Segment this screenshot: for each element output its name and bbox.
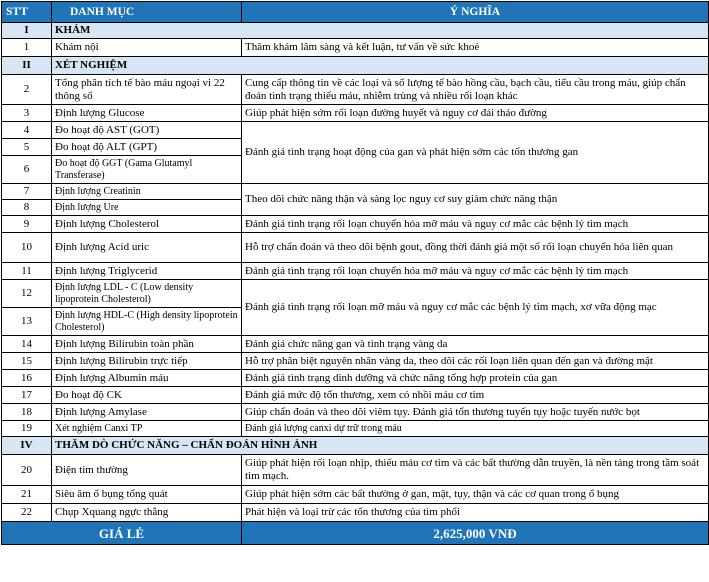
row-stt: 19 [2, 421, 52, 437]
row-stt: 7 [2, 184, 52, 200]
row-meaning: Giúp phát hiện sớm các bất thường ở gan, mật, tụy, thận và các cơ quan trong ổ bụng [242, 486, 709, 504]
row-name: Siêu âm ổ bụng tổng quát [52, 486, 242, 504]
section-number: II [2, 57, 52, 75]
row-meaning: Đánh giá tình trạng hoạt động của gan và phát hiện sớm các tổn thương gan [242, 122, 709, 184]
row-meaning: Giúp phát hiện sớm rối loạn đường huyết và nguy cơ đái tháo đường [242, 105, 709, 122]
table-row [2, 370, 709, 387]
row-name: Định lượng Triglycerid [52, 263, 242, 280]
row-name: Định lượng Creatinin [52, 184, 242, 200]
header-stt: STT [2, 2, 52, 23]
row-meaning: Đánh giá tình trạng rối loạn chuyển hóa mỡ máu và nguy cơ mắc các bệnh lý tim mạch [242, 263, 709, 280]
row-meaning: Đánh giá lượng canxi dự trữ trong máu [242, 421, 709, 437]
header-meaning: Ý NGHĨA [242, 2, 709, 23]
row-stt: 2 [2, 75, 52, 105]
row-name: Đo hoạt độ AST (GOT) [52, 122, 242, 139]
row-name: Điện tim thường [52, 455, 242, 486]
row-meaning: Giúp phát hiện rối loạn nhịp, thiếu máu cơ tim và các bất thường dẫn truyền, là nền tảng trong tầm soát tim mạch. [242, 455, 709, 486]
row-stt: 13 [2, 308, 52, 336]
row-meaning: Hỗ trợ phân biệt nguyên nhân vàng da, theo dõi các rối loạn liên quan đến gan và đường mật [242, 353, 709, 370]
table-row [2, 263, 709, 280]
row-name: Đo hoạt độ CK [52, 387, 242, 404]
row-stt: 14 [2, 336, 52, 353]
row-name: Định lượng Cholesterol [52, 216, 242, 233]
price-list-table [1, 1, 709, 545]
row-meaning: Giúp chẩn đoán và theo dõi viêm tụy. Đánh giá tổn thương tuyến tụy hoặc tuyến nước bọt [242, 404, 709, 421]
section-title: KHÁM [52, 23, 709, 39]
row-stt: 5 [2, 139, 52, 156]
table-row [2, 105, 709, 122]
row-name: Đo hoạt độ ALT (GPT) [52, 139, 242, 156]
row-stt: 12 [2, 280, 52, 308]
row-meaning: Đánh giá tình trạng rối loạn chuyển hóa mỡ máu và nguy cơ mắc các bệnh lý tim mạch [242, 216, 709, 233]
section-title: XÉT NGHIỆM [52, 57, 709, 75]
row-meaning: Đánh giá chức năng gan và tình trạng vàng da [242, 336, 709, 353]
section-row-xet-nghiem [2, 57, 709, 75]
row-name: Định lượng Ure [52, 200, 242, 216]
row-name: Chụp Xquang ngực thẳng [52, 504, 242, 522]
table-row [2, 233, 709, 263]
section-row-tham-do [2, 437, 709, 455]
row-stt: 6 [2, 156, 52, 184]
table-row [2, 336, 709, 353]
table-row [2, 421, 709, 437]
row-stt: 11 [2, 263, 52, 280]
row-meaning: Thăm khám lâm sàng và kết luận, tư vấn về sức khoẻ [242, 39, 709, 57]
row-meaning: Phát hiện và loại trừ các tổn thương của tim phổi [242, 504, 709, 522]
table-row [2, 216, 709, 233]
row-stt: 21 [2, 486, 52, 504]
row-stt: 4 [2, 122, 52, 139]
row-stt: 10 [2, 233, 52, 263]
row-name: Định lượng Amylase [52, 404, 242, 421]
row-meaning: Đánh giá tình trạng rối loạn mỡ máu và nguy cơ mắc các bệnh lý tim mạch, xơ vữa động mạc [242, 280, 709, 336]
table-header-row [2, 2, 709, 23]
header-category: DANH MỤC [52, 2, 242, 23]
row-name: Định lượng Albumin máu [52, 370, 242, 387]
row-stt: 8 [2, 200, 52, 216]
row-stt: 9 [2, 216, 52, 233]
table-row [2, 387, 709, 404]
row-meaning: Cung cấp thông tin về các loại và số lượng tế bào hồng cầu, bạch cầu, tiểu cầu trong máu, giúp chẩn đoán tình trạng thiếu máu, nhiễm trùng và nhiều rối loạn khác [242, 75, 709, 105]
row-name: Định lượng HDL-C (High density lipoprotein Cholesterol) [52, 308, 242, 336]
table-row [2, 455, 709, 486]
row-meaning: Theo dõi chức năng thận và sàng lọc nguy cơ suy giảm chức năng thận [242, 184, 709, 216]
row-name: Đo hoạt độ GGT (Gama Glutamyl Transferase) [52, 156, 242, 184]
price-footer-row [2, 522, 709, 545]
row-stt: 20 [2, 455, 52, 486]
table-row [2, 504, 709, 522]
row-name: Định lượng Bilirubin toàn phần [52, 336, 242, 353]
table-row [2, 122, 709, 139]
row-name: Định lượng LDL - C (Low density lipoprotein Cholesterol) [52, 280, 242, 308]
row-name: Định lượng Acid uric [52, 233, 242, 263]
row-meaning: Đánh giá mức độ tổn thương, xem có nhồi máu cơ tim [242, 387, 709, 404]
row-name: Xét nghiệm Canxi TP [52, 421, 242, 437]
row-name: Định lượng Bilirubin trực tiếp [52, 353, 242, 370]
row-stt: 1 [2, 39, 52, 57]
price-label: GIÁ LẺ [2, 522, 242, 545]
row-name: Định lượng Glucose [52, 105, 242, 122]
section-title: THĂM DÒ CHỨC NĂNG – CHẨN ĐOÁN HÌNH ẢNH [52, 437, 709, 455]
row-meaning: Đánh giá tình trạng dinh dưỡng và chức năng tổng hợp protein của gan [242, 370, 709, 387]
row-stt: 18 [2, 404, 52, 421]
section-number: I [2, 23, 52, 39]
row-stt: 22 [2, 504, 52, 522]
row-stt: 3 [2, 105, 52, 122]
row-stt: 17 [2, 387, 52, 404]
row-name: Khám nội [52, 39, 242, 57]
price-value: 2,625,000 VNĐ [242, 522, 709, 545]
section-row-kham [2, 23, 709, 39]
section-number: IV [2, 437, 52, 455]
row-name: Tổng phân tích tế bào máu ngoại vi 22 thông số [52, 75, 242, 105]
table-row [2, 39, 709, 57]
row-meaning: Hỗ trợ chẩn đoán và theo dõi bệnh gout, đồng thời đánh giá một số rối loạn chuyển hóa liên quan [242, 233, 709, 263]
table-row [2, 184, 709, 200]
table-row [2, 280, 709, 308]
table-row [2, 404, 709, 421]
row-stt: 15 [2, 353, 52, 370]
table-row [2, 353, 709, 370]
table-row [2, 486, 709, 504]
table-row [2, 75, 709, 105]
row-stt: 16 [2, 370, 52, 387]
